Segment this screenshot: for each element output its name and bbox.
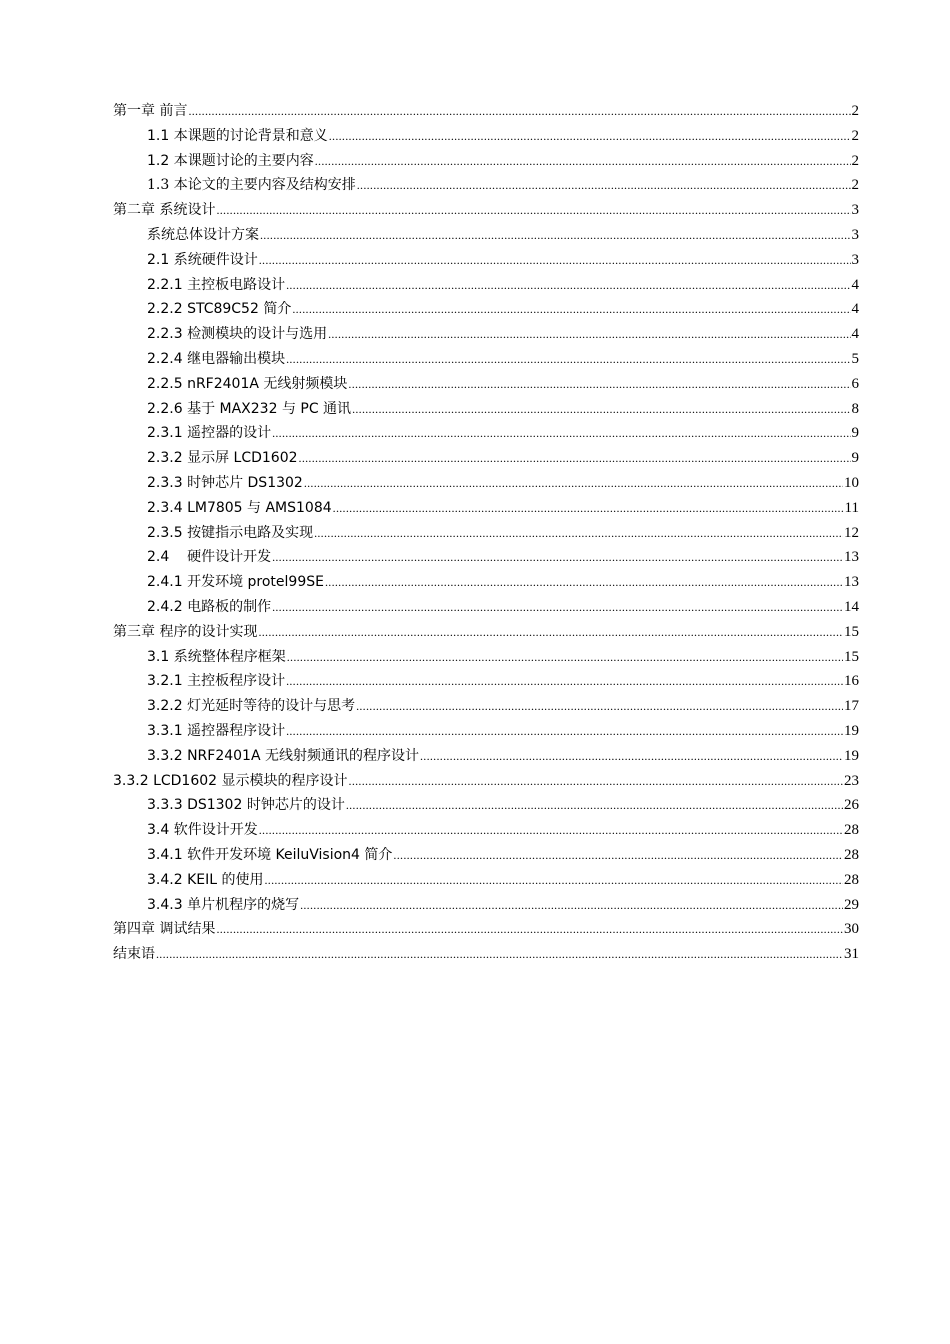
toc-entry-3-1[interactable] <box>113 645 859 670</box>
dot-leader <box>216 198 850 223</box>
toc-entry-2-2-5[interactable] <box>113 372 859 397</box>
dot-leader <box>259 248 851 273</box>
toc-entry-title: 3.3.2 LCD1602 显示模块的程序设计 <box>113 772 348 789</box>
dot-leader <box>329 124 851 149</box>
toc-entry-conclusion[interactable] <box>113 942 859 967</box>
toc-entry-title: 2.3.4 LM7805 与 AMS1084 <box>147 499 332 516</box>
toc-entry-system-overall-design[interactable] <box>113 223 859 248</box>
toc-entry-2-3-3[interactable] <box>113 471 859 496</box>
toc-entry-page: 2 <box>851 103 859 119</box>
dot-leader <box>393 843 843 868</box>
toc-entry-page: 12 <box>844 524 859 541</box>
toc-entry-3-2-2[interactable] <box>113 694 859 719</box>
toc-entry-page: 14 <box>844 598 859 615</box>
toc-entry-2-1[interactable] <box>113 248 859 273</box>
toc-entry-title: 第一章 前言 <box>113 103 188 119</box>
toc-entry-title: 2.3.2 显示屏 LCD1602 <box>147 450 298 467</box>
dot-leader <box>328 322 850 347</box>
dot-leader <box>272 545 843 570</box>
toc-entry-page: 17 <box>844 698 859 715</box>
dot-leader <box>286 719 843 744</box>
toc-entry-page: 4 <box>851 301 859 318</box>
dot-leader <box>356 694 843 719</box>
toc-entry-page: 9 <box>851 450 859 467</box>
toc-entry-3-4-2[interactable] <box>113 868 859 893</box>
toc-entry-2-2-1[interactable] <box>113 273 859 298</box>
dot-leader <box>272 595 843 620</box>
toc-entry-1-3[interactable] <box>113 173 859 198</box>
toc-entry-3-3-3[interactable] <box>113 793 859 818</box>
toc-entry-page: 4 <box>851 326 859 343</box>
toc-entry-page: 10 <box>844 474 859 491</box>
table-of-contents <box>113 99 859 967</box>
toc-entry-page: 13 <box>844 574 859 591</box>
toc-entry-title: 2.3.5 按键指示电路及实现 <box>147 524 314 541</box>
toc-entry-page: 15 <box>844 623 859 640</box>
toc-entry-title: 2.2.6 基于 MAX232 与 PC 通讯 <box>147 400 352 417</box>
dot-leader <box>346 793 843 818</box>
dot-leader <box>286 347 850 372</box>
toc-entry-page: 28 <box>844 846 859 863</box>
toc-entry-title: 3.2.2 灯光延时等待的设计与思考 <box>147 698 356 715</box>
toc-entry-title: 2.2.1 主控板电路设计 <box>147 276 286 293</box>
toc-entry-chapter-2[interactable] <box>113 198 859 223</box>
dot-leader <box>352 397 850 422</box>
dot-leader <box>304 471 843 496</box>
toc-entry-2-2-3[interactable] <box>113 322 859 347</box>
dot-leader <box>292 297 850 322</box>
toc-entry-page: 3 <box>851 202 859 219</box>
toc-entry-2-4[interactable] <box>113 545 859 570</box>
dot-leader <box>333 496 844 521</box>
dot-leader <box>156 942 843 967</box>
toc-entry-title: 2.4.2 电路板的制作 <box>147 598 272 615</box>
toc-entry-page: 15 <box>844 648 859 665</box>
toc-entry-3-2-1[interactable] <box>113 669 859 694</box>
dot-leader <box>260 223 851 248</box>
toc-entry-1-1[interactable] <box>113 124 859 149</box>
toc-entry-page: 26 <box>844 797 859 814</box>
toc-entry-page: 29 <box>844 896 859 913</box>
dot-leader <box>272 421 850 446</box>
toc-entry-2-2-6[interactable] <box>113 397 859 422</box>
toc-entry-title: 3.4 软件设计开发 <box>147 822 258 839</box>
dot-leader <box>287 645 843 670</box>
toc-entry-title: 2.4.1 开发环境 protel99SE <box>147 574 324 591</box>
toc-entry-title: 2.2.4 继电器输出模块 <box>147 350 286 367</box>
toc-entry-2-4-1[interactable] <box>113 570 859 595</box>
toc-entry-page: 23 <box>844 772 859 789</box>
toc-entry-page: 13 <box>844 549 859 566</box>
toc-entry-2-3-4[interactable] <box>113 496 859 521</box>
toc-entry-2-4-2[interactable] <box>113 595 859 620</box>
toc-entry-3-4[interactable] <box>113 818 859 843</box>
toc-entry-title: 3.3.1 遥控器程序设计 <box>147 722 286 739</box>
toc-entry-page: 31 <box>844 946 859 963</box>
toc-entry-title: 2.3.1 遥控器的设计 <box>147 425 272 442</box>
toc-entry-page: 5 <box>851 350 859 367</box>
dot-leader <box>286 273 850 298</box>
toc-entry-title: 3.4.2 KEIL 的使用 <box>147 871 264 888</box>
toc-entry-title: 1.2 本课题讨论的主要内容 <box>147 152 314 169</box>
toc-entry-page: 30 <box>844 921 859 938</box>
dot-leader <box>314 521 843 546</box>
dot-leader <box>300 893 843 918</box>
dot-leader <box>286 669 843 694</box>
toc-entry-title: 3.2.1 主控板程序设计 <box>147 673 286 690</box>
toc-entry-title: 1.3 本论文的主要内容及结构安排 <box>147 177 356 194</box>
toc-entry-page: 19 <box>844 722 859 739</box>
toc-entry-title: 2.2.5 nRF2401A 无线射频模块 <box>147 375 348 392</box>
dot-leader <box>420 744 843 769</box>
toc-entry-title: 第二章 系统设计 <box>113 202 216 219</box>
toc-entry-2-3-1[interactable] <box>113 421 859 446</box>
toc-entry-page: 8 <box>851 400 859 417</box>
dot-leader <box>325 570 843 595</box>
toc-entry-chapter-3[interactable] <box>113 620 859 645</box>
toc-entry-page: 2 <box>851 127 859 144</box>
toc-entry-page: 28 <box>844 871 859 888</box>
toc-entry-title: 3.1 系统整体程序框架 <box>147 648 286 665</box>
dot-leader <box>264 868 843 893</box>
toc-entry-title: 2.1 系统硬件设计 <box>147 251 258 268</box>
dot-leader <box>348 372 850 397</box>
toc-entry-1-2[interactable] <box>113 149 859 174</box>
toc-entry-page: 9 <box>851 425 859 442</box>
toc-entry-3-3-1[interactable] <box>113 719 859 744</box>
toc-entry-title: 结束语 <box>113 946 155 963</box>
toc-entry-title: 系统总体设计方案 <box>147 226 259 243</box>
toc-entry-2-2-4[interactable] <box>113 347 859 372</box>
toc-entry-title: 3.3.2 NRF2401A 无线射频通讯的程序设计 <box>147 747 419 764</box>
toc-entry-title: 2.3.3 时钟芯片 DS1302 <box>147 474 303 491</box>
toc-entry-page: 16 <box>844 673 859 690</box>
dot-leader <box>258 620 843 645</box>
dot-leader <box>357 173 851 198</box>
toc-entry-title: 1.1 本课题的讨论背景和意义 <box>147 127 328 144</box>
toc-entry-title: 2.2.2 STC89C52 简介 <box>147 301 292 318</box>
dot-leader <box>315 149 851 174</box>
toc-entry-page: 2 <box>851 152 859 169</box>
toc-entry-title: 2.4 硬件设计开发 <box>147 549 272 566</box>
dot-leader <box>299 446 851 471</box>
toc-entry-title: 3.3.3 DS1302 时钟芯片的设计 <box>147 797 345 814</box>
toc-entry-3-4-3[interactable] <box>113 893 859 918</box>
dot-leader <box>259 818 843 843</box>
toc-entry-title: 第四章 调试结果 <box>113 921 216 938</box>
toc-entry-page: 11 <box>844 499 859 516</box>
dot-leader <box>216 917 843 942</box>
toc-entry-title: 第三章 程序的设计实现 <box>113 623 258 640</box>
toc-entry-chapter-4[interactable] <box>113 917 859 942</box>
toc-entry-2-3-5[interactable] <box>113 521 859 546</box>
toc-entry-page: 4 <box>851 276 859 293</box>
toc-entry-page: 6 <box>851 375 859 392</box>
dot-leader <box>188 99 850 124</box>
dot-leader <box>349 769 843 794</box>
toc-entry-title: 2.2.3 检测模块的设计与选用 <box>147 326 328 343</box>
toc-entry-3-3-2-lcd[interactable] <box>113 769 859 794</box>
toc-entry-chapter-1[interactable] <box>113 99 859 124</box>
toc-entry-3-3-2-nrf[interactable] <box>113 744 859 769</box>
toc-entry-page: 28 <box>844 822 859 839</box>
toc-entry-title: 3.4.3 单片机程序的烧写 <box>147 896 300 913</box>
toc-entry-page: 2 <box>851 177 859 194</box>
toc-entry-3-4-1[interactable] <box>113 843 859 868</box>
toc-entry-2-2-2[interactable] <box>113 297 859 322</box>
toc-entry-page: 3 <box>851 226 859 243</box>
toc-entry-2-3-2[interactable] <box>113 446 859 471</box>
toc-entry-page: 3 <box>851 251 859 268</box>
toc-entry-page: 19 <box>844 747 859 764</box>
toc-entry-title: 3.4.1 软件开发环境 KeiluVision4 简介 <box>147 846 393 863</box>
